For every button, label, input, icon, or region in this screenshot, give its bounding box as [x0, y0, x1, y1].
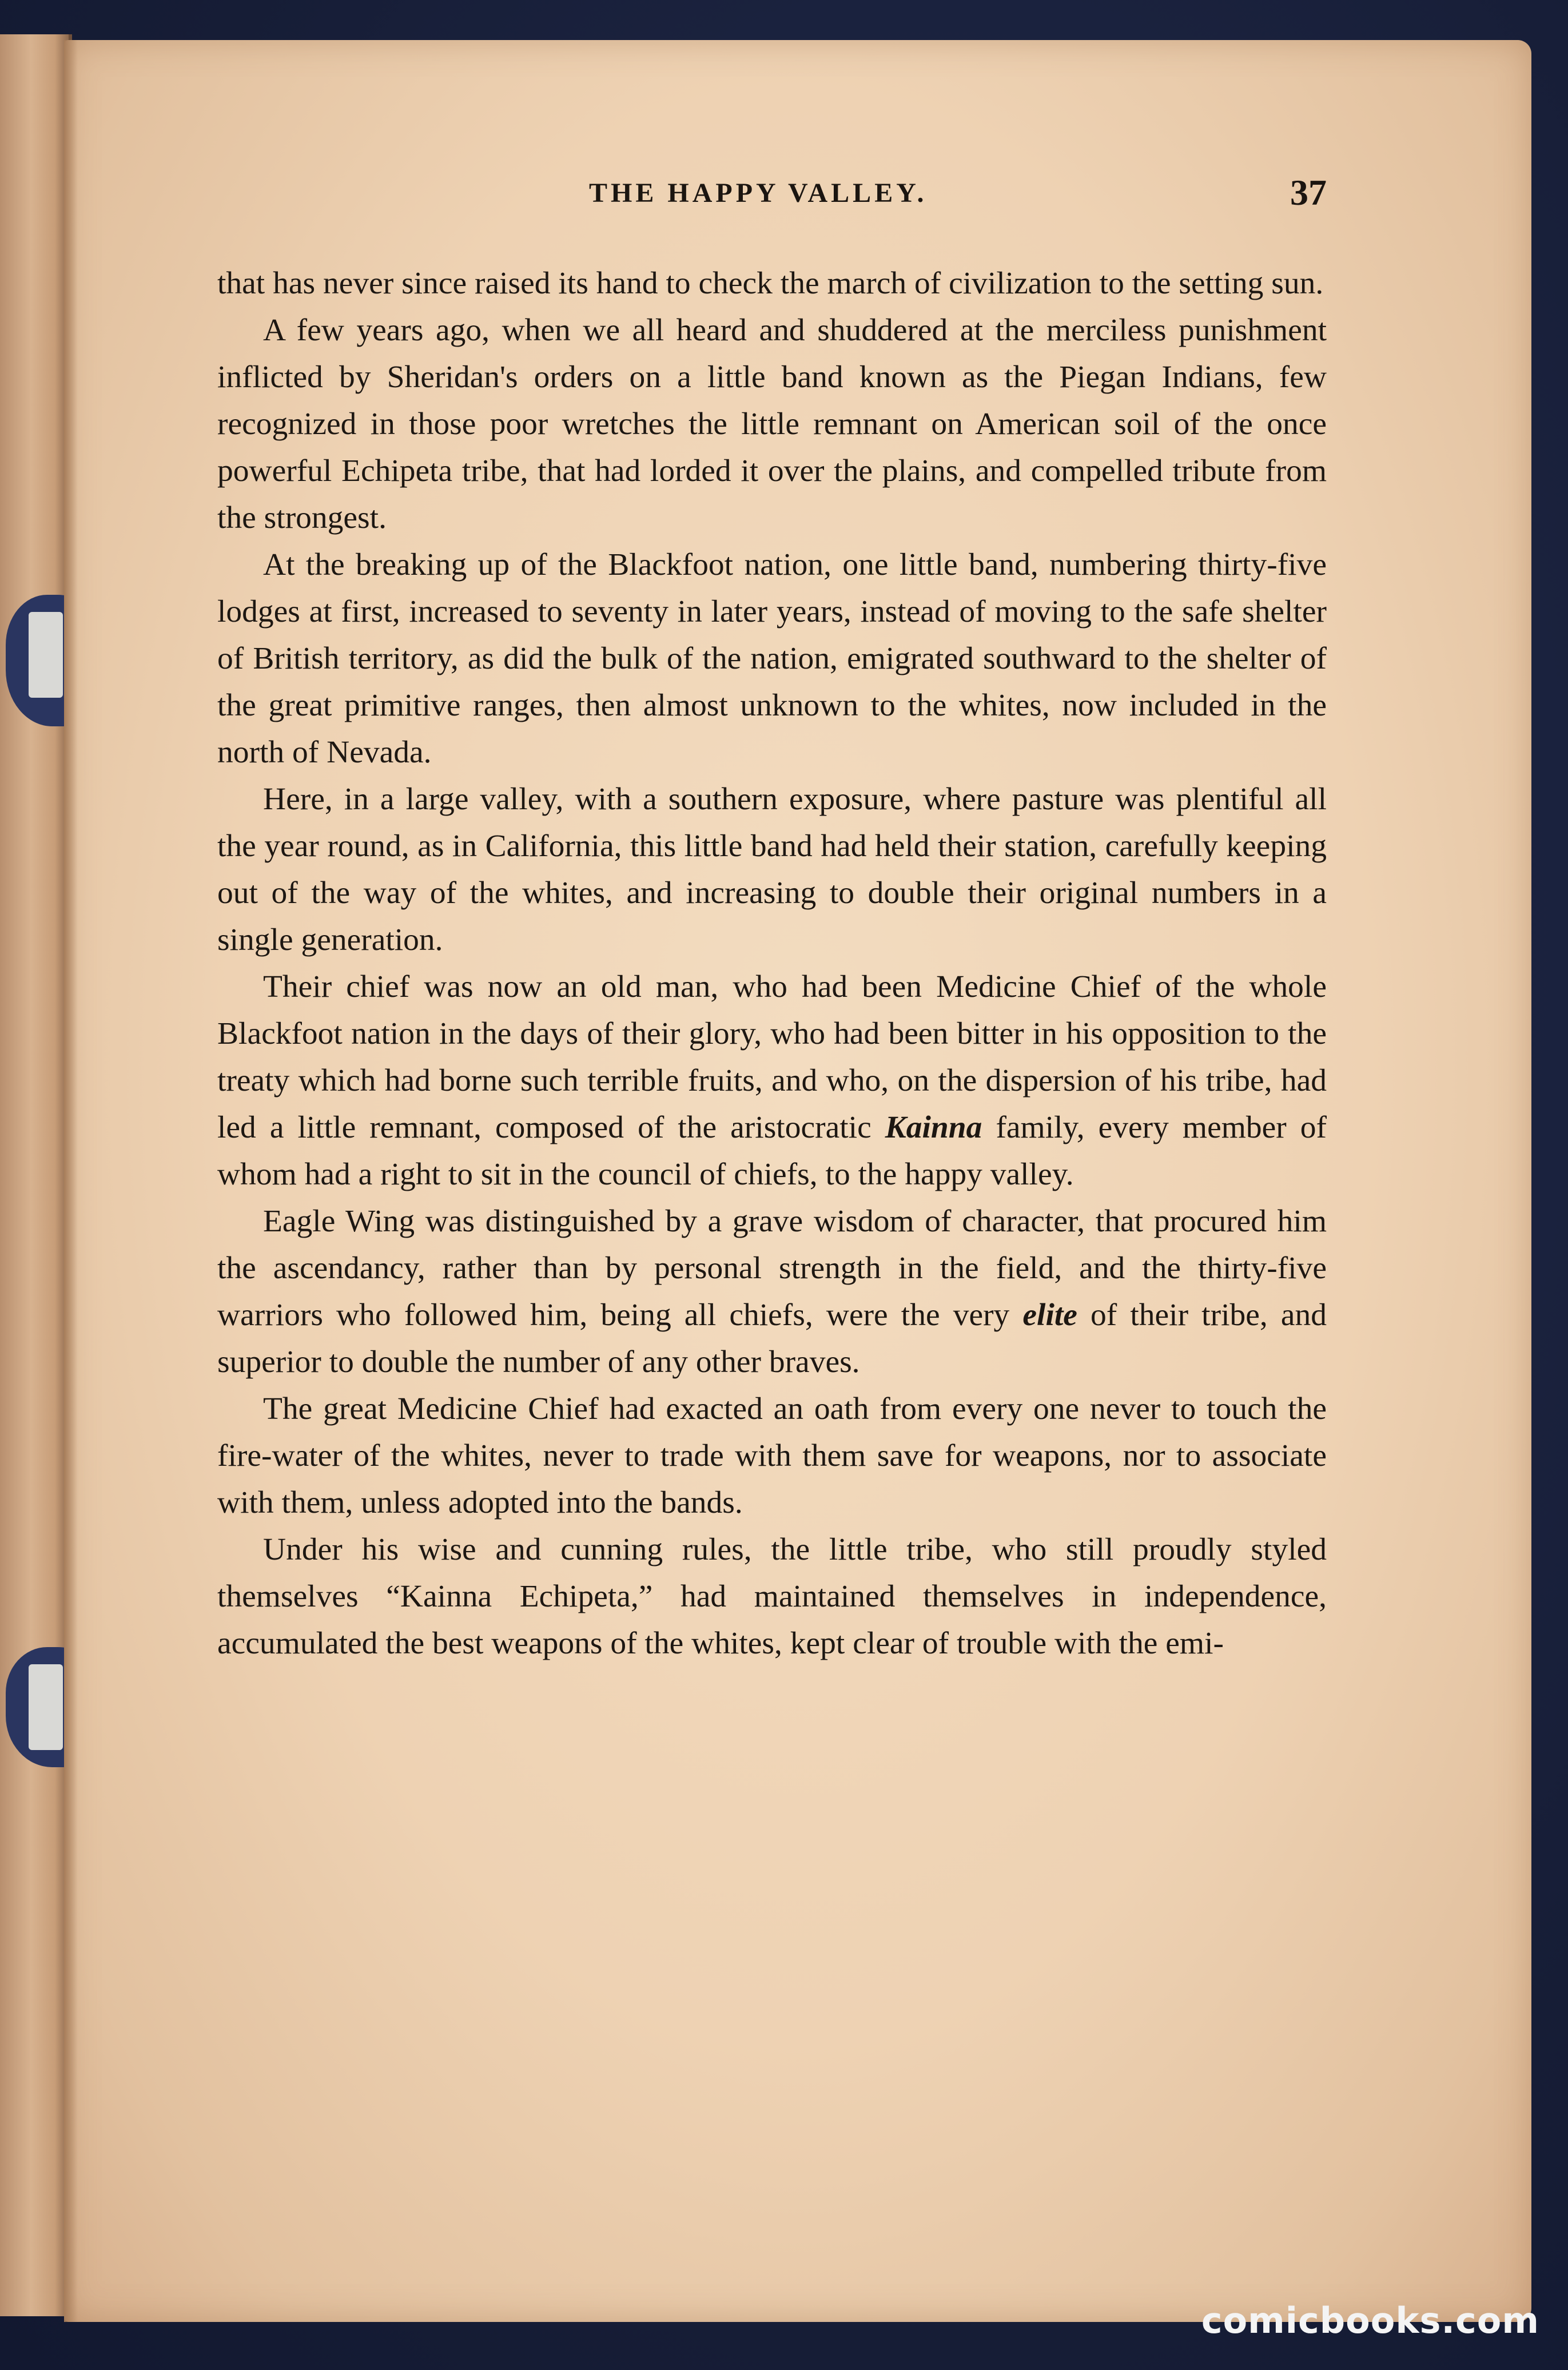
paragraph: [217, 542, 1327, 776]
paragraph: [217, 964, 1327, 1198]
paragraph: [217, 1198, 1327, 1386]
paragraph-text: The great Medicine Chief had exacted an oath from every one never to touch the fire-water of the whites, never to trade with them save for weapons, nor to associate with them, unless adopted into the bands.: [217, 1391, 1327, 1520]
facing-page-edge: [0, 34, 72, 2316]
page-header: [217, 172, 1327, 217]
body-text: [217, 260, 1327, 1667]
page-gutter-shadow: [64, 40, 78, 2322]
paragraph-text: Here, in a large valley, with a southern exposure, where pasture was plentiful all the year round, as in California, this little band had held their station, carefully keeping out of the way of the whites, and increasing to double their original numbers in a single generation.: [217, 782, 1327, 957]
italic-term: elite: [1022, 1298, 1077, 1333]
paragraph: [217, 1386, 1327, 1526]
paragraph-text: Their chief was now an old man, who had been Medicine Chief of the whole Blackfoot nation in the days of their glory, who had been bitter in his opposition to the treaty which had borne such terrible fruits, and who, on the dispersion of his tribe, had led a little remnant, composed of the aristocratic: [217, 969, 1327, 1145]
paragraph: [217, 776, 1327, 964]
paragraph-text: of their tribe, and superior to double the number of any other braves.: [217, 1298, 1327, 1379]
paragraph: [217, 260, 1327, 307]
paragraph-text: A few years ago, when we all heard and shuddered at the merciless punishment inflicted by Sheridan's orders on a little band known as the Piegan Indians, few recognized in those poor wretches the little remnant on American soil of the once powerful Echipeta tribe, that had lorded it over the plains, and compelled tribute from the strongest.: [217, 313, 1327, 535]
running-head: THE HAPPY VALLEY.: [589, 178, 928, 208]
paragraph-text: family, every member of whom had a right to sit in the council of chiefs, to the happy valley.: [217, 1110, 1327, 1192]
paragraph-text: At the breaking up of the Blackfoot nation, one little band, numbering thirty-five lodges at first, increased to seventy in later years, instead of moving to the safe shelter of British territory, as did the bulk of the nation, emigrated southward to the shelter of the great primitive ranges, then almost unknown to the whites, now included in the north of Nevada.: [217, 547, 1327, 770]
paragraph-text: Under his wise and cunning rules, the little tribe, who still proudly styled themselves “Kainna Echipeta,” had maintained themselves in independence, accumulated the best weapons of the whites, kept clear of trouble with the emi-: [217, 1532, 1327, 1661]
binding-thread: [29, 612, 63, 698]
binding-thread: [29, 1664, 63, 1750]
paragraph-text: that has never since raised its hand to check the march of civilization to the setting sun.: [217, 266, 1324, 301]
paragraph: [217, 307, 1327, 542]
paragraph: [217, 1526, 1327, 1667]
watermark: comicbooks.com: [1201, 2300, 1539, 2341]
page-number: 37: [1290, 172, 1327, 213]
italic-term: Kainna: [885, 1110, 982, 1145]
paragraph-text: Eagle Wing was distinguished by a grave wisdom of character, that procured him the ascendancy, rather than by personal strength in the field, and the thirty-five warriors who followed him, being all chiefs, were the very: [217, 1204, 1327, 1333]
